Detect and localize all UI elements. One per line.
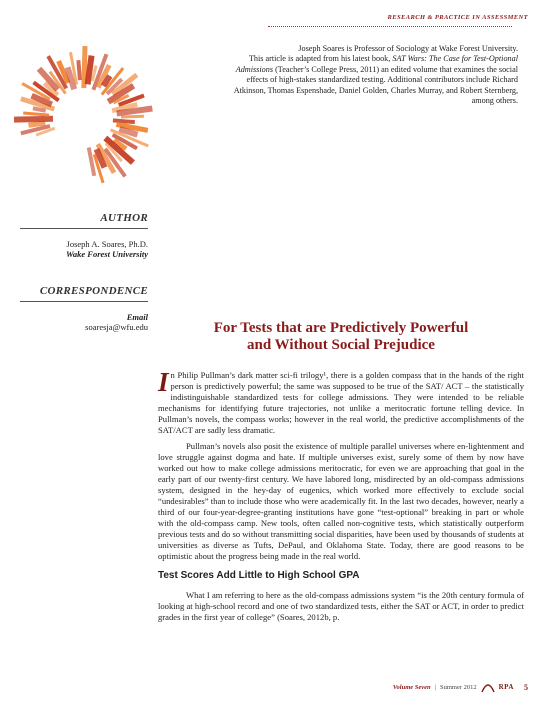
divider: [20, 301, 148, 302]
section-label: RESEARCH & PRACTICE IN ASSESSMENT: [387, 14, 528, 21]
burst-ray: [28, 123, 45, 125]
correspondence-heading: CORRESPONDENCE: [39, 285, 148, 297]
rpa-logo-text: RPA: [498, 683, 514, 691]
page-footer: [393, 681, 528, 693]
author-name: Joseph A. Soares, Ph.D.: [66, 239, 148, 249]
paragraph-text: n Philip Pullman’s dark matter sci-fi trilogy¹, there is a golden compass that in the hands of the right person is predictively powerful; the same was supposed to be true of the SAT/ ACT – the statistically indistinguishable standardized tests for college admissions. They were intended to be reliable mechanisms for identifying future trajectories, not unlike a meritocratic fortune telling device. In Pullman’s novels, the compass works; however in the real world, the predictive accomplishments of the SAT/ACT are sadly less dramatic.: [158, 370, 524, 435]
author-block: [20, 212, 148, 259]
author-heading: AUTHOR: [100, 212, 148, 224]
article-title: [162, 320, 520, 354]
bio-line: Joseph Soares is Professor of Sociology at Wake Forest University.: [298, 44, 518, 53]
page-number: 5: [524, 682, 528, 692]
season-label: Summer 2012: [439, 683, 477, 691]
burst-ray: [89, 147, 95, 175]
correspondence-block: [20, 285, 148, 332]
paragraph: Pullman’s novels also posit the existence of multiple parallel universes where en-lightenment and love struggle against dogma and hate. If multiple universes exist, surely some of them by now have worked out how to make college admissions meritocratic, for even we are approaching that goal in the early part of our twenty-first century. We have labored long, misdirected by an old-compass admissions system, designed in the hey-day of eugenics, which worked more effectively to exclude social “undesirables” than to include those who were academically fit. In the last two decades, however, nearly a third of our four-year-degree-granting institutions have gone “test-optional” breaking in part or whole with the old-compass camp. New tools, often called non-cognitive tests, which statistically outperform previous tests and do so without transmitting social disparities, have been used by thousands of students at universities as diverse as Tufts, DePaul, and Oklahoma State. Today, there are good reasons to be optimistic about the progress being made in the real world.: [158, 441, 524, 561]
burst-ray: [14, 119, 53, 120]
footer-separator: |: [434, 683, 436, 691]
article-body: [158, 367, 524, 629]
paragraph: [158, 367, 524, 435]
burst-ray: [113, 120, 135, 122]
header-rule: [268, 26, 512, 27]
burst-ray: [23, 113, 49, 115]
rpa-logo-icon: [481, 681, 495, 693]
email-label: Email: [126, 312, 148, 322]
section-subheading: Test Scores Add Little to High School GPA: [158, 570, 360, 582]
bio-text-cont: (Teacher’s College Press, 2011) an edited volume that examines the social effects of high-stakes standardized testing. Additional contributors include Richard Atkinson, Thomas Espenshade, Daniel Golden, Charles Murray, and Robert Sternberg, among others.: [233, 64, 518, 106]
author-bio: [216, 44, 518, 106]
volume-label: Volume Seven: [392, 683, 431, 691]
author-institution: Wake Forest University: [65, 249, 148, 259]
burst-ray: [78, 60, 80, 80]
bio-text: This article is adapted from his latest book,: [248, 54, 393, 64]
drop-cap: I: [158, 367, 169, 397]
book-title: SAT Wars: The Case for Test-Optional Admissions: [235, 54, 518, 74]
title-line-2: and Without Social Prejudice: [247, 337, 435, 353]
burst-ray: [121, 116, 144, 117]
sunburst-graphic: [8, 40, 158, 190]
email-link[interactable]: soaresja@wfu.edu: [85, 322, 148, 332]
title-line-1: For Tests that are Predictively Powerful: [213, 320, 469, 336]
burst-ray: [33, 108, 46, 110]
burst-ray: [84, 46, 85, 88]
paragraph: What I am referring to here as the old-compass admissions system “is the 20th century formula of looking at high-school record and one of two standardized tests, either the SAT or ACT, in order to predict grades in the first year of college” (Soares, 2012b, p.: [158, 590, 524, 623]
divider: [20, 228, 148, 229]
